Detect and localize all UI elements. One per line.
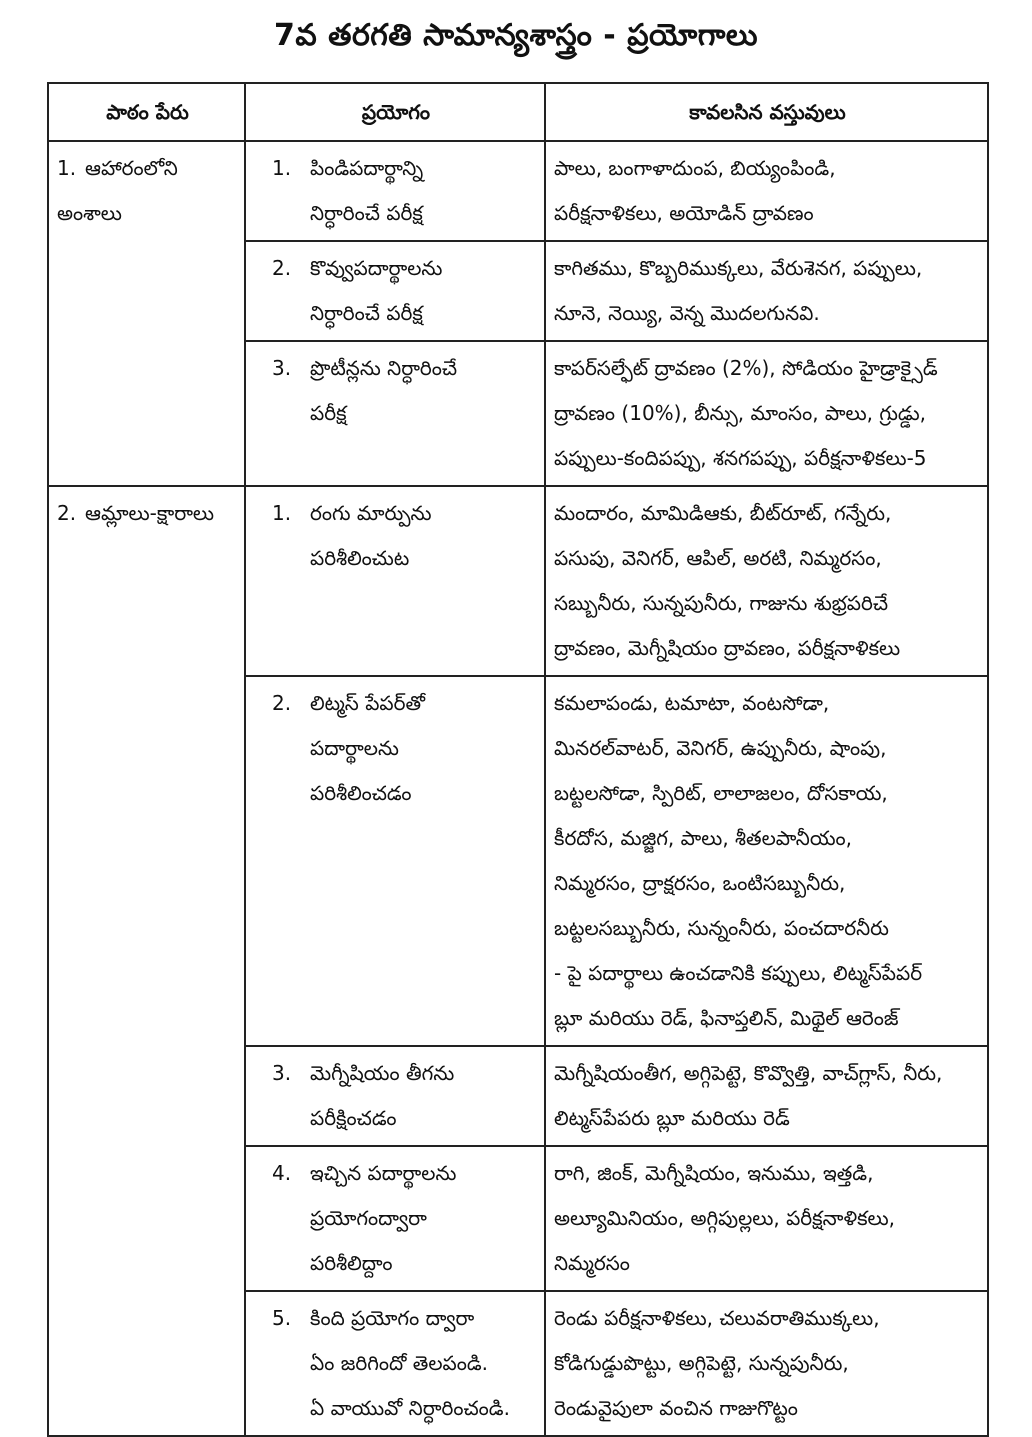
experiment-cell xyxy=(245,486,545,676)
materials-line: కీరదోస, మజ్జిగ, పాలు, శీతలపానీయం, xyxy=(554,826,853,850)
experiment-text: నిర్ధారించే పరీక్ష xyxy=(310,301,423,325)
experiment-line xyxy=(254,1196,538,1241)
experiment-line xyxy=(254,1241,538,1286)
materials-cell xyxy=(545,1046,988,1146)
header-lesson-name: పాఠం పేరు xyxy=(48,83,245,141)
experiment-number: 1. xyxy=(272,156,292,180)
experiment-cell xyxy=(245,1046,545,1146)
experiment-number: 3. xyxy=(272,356,292,380)
experiment-number: 5. xyxy=(272,1306,292,1330)
experiment-line xyxy=(254,726,538,771)
experiment-number: 2. xyxy=(272,691,292,715)
lesson-number: 1. xyxy=(57,156,77,180)
materials-line: మందారం, మామిడిఆకు, బీట్‌రూట్, గన్నేరు, xyxy=(554,501,892,525)
experiment-text: నిర్ధారించే పరీక్ష xyxy=(310,201,423,225)
lesson-name-line xyxy=(57,146,238,191)
experiment-text: ఏ వాయువో నిర్ధారించండి. xyxy=(310,1396,510,1420)
experiments-table xyxy=(47,82,989,1437)
experiment-text: పరిశీలించడం xyxy=(310,781,412,805)
experiment-cell xyxy=(245,341,545,486)
materials-line: రెండు పరీక్షనాళికలు, చలువరాతిముక్కలు, xyxy=(554,1306,880,1330)
materials-line: ద్రావణం, మెగ్నీషియం ద్రావణం, పరీక్షనాళికలు xyxy=(554,636,901,660)
experiment-cell xyxy=(245,1146,545,1291)
table-header-row xyxy=(48,83,988,141)
materials-line: కాగితము, కొబ్బరిముక్కలు, వేరుశెనగ, పప్పులు, xyxy=(554,256,923,280)
experiment-text: పరీక్ష xyxy=(310,401,347,425)
experiment-number: 2. xyxy=(272,256,292,280)
experiment-line xyxy=(254,1341,538,1386)
materials-cell xyxy=(545,341,988,486)
lesson-name-text: అంశాలు xyxy=(57,201,122,225)
materials-line: లిట్మస్‌పేపరు బ్లూ మరియు రెడ్ xyxy=(554,1106,790,1130)
materials-line: పాలు, బంగాళాదుంప, బియ్యంపిండి, xyxy=(554,156,836,180)
materials-line: అల్యూమినియం, అగ్గిపుల్లలు, పరీక్షనాళికలు, xyxy=(554,1206,896,1230)
experiment-line xyxy=(254,291,538,336)
experiment-line xyxy=(254,146,538,191)
table-body xyxy=(48,141,988,1436)
materials-line: బట్టలసోడా, స్పిరిట్, లాలాజలం, దోసకాయ, xyxy=(554,781,888,805)
lesson-name-line xyxy=(57,191,238,236)
materials-line: రెండువైపులా వంచిన గాజుగొట్టం xyxy=(554,1396,798,1420)
experiment-number: 3. xyxy=(272,1061,292,1085)
lesson-cell xyxy=(48,141,245,486)
lesson-name-line xyxy=(57,491,238,536)
materials-line: కమలాపండు, టమాటా, వంటసోడా, xyxy=(554,691,830,715)
materials-line: మినరల్‌వాటర్, వెనిగర్, ఉప్పునీరు, షాంపు, xyxy=(554,736,887,760)
materials-line: నిమ్మరసం xyxy=(554,1251,630,1275)
experiment-line xyxy=(254,1096,538,1141)
experiment-line xyxy=(254,491,538,536)
experiment-text: పిండిపదార్థాన్ని xyxy=(310,156,424,180)
materials-line: ద్రావణం (10%), బీన్సు, మాంసం, పాలు, గ్రుడ్డు, xyxy=(554,401,927,425)
experiment-text: పరిశీలించుట xyxy=(310,546,410,570)
experiment-line xyxy=(254,681,538,726)
materials-line: పప్పులు-కందిపప్పు, శనగపప్పు, పరీక్షనాళికలు-5 xyxy=(554,446,927,470)
materials-line: కాపర్‌సల్ఫేట్ ద్రావణం (2%), సోడియం హైడ్రాక్సైడ్ xyxy=(554,356,938,380)
experiment-cell xyxy=(245,241,545,341)
materials-cell xyxy=(545,676,988,1046)
experiment-cell xyxy=(245,676,545,1046)
experiment-text: ప్రొటీన్లను నిర్ధారించే xyxy=(310,356,458,380)
experiment-text: లిట్మస్ పేపర్‌తో xyxy=(310,691,426,715)
experiment-line xyxy=(254,191,538,236)
experiment-text: కింది ప్రయోగం ద్వారా xyxy=(310,1306,475,1330)
materials-cell xyxy=(545,241,988,341)
materials-line: బ్లూ మరియు రెడ్, ఫినాప్తలిన్, మిథైల్ ఆరెంజ్ xyxy=(554,1006,899,1030)
materials-cell xyxy=(545,486,988,676)
materials-line: మెగ్నీషియంతీగ, అగ్గిపెట్టె, కొవ్వొత్తి, వాచ్‌గ్లాస్, నీరు, xyxy=(554,1061,943,1085)
experiment-text: పదార్థాలను xyxy=(310,736,399,760)
experiment-text: రంగు మార్పును xyxy=(310,501,432,525)
experiment-cell xyxy=(245,141,545,241)
materials-line: బట్టలసబ్బునీరు, సున్నంనీరు, పంచదారనీరు xyxy=(554,916,889,940)
experiment-text: పరీక్షించడం xyxy=(310,1106,397,1130)
page-title: 7వ తరగతి సామాన్యశాస్త్రం - ప్రయోగాలు xyxy=(273,18,759,53)
materials-line: నూనె, నెయ్యి, వెన్న మొదలగునవి. xyxy=(554,301,820,325)
materials-line: పసుపు, వెనిగర్, ఆపిల్, అరటి, నిమ్మరసం, xyxy=(554,546,882,570)
experiment-text: కొవ్వుపదార్థాలను xyxy=(310,256,443,280)
experiment-text: పరిశీలిద్దాం xyxy=(310,1251,393,1275)
lesson-name-text: ఆహారంలోని xyxy=(85,156,178,180)
experiment-line xyxy=(254,1386,538,1431)
experiment-cell xyxy=(245,1291,545,1436)
table-row xyxy=(48,486,988,676)
experiment-line xyxy=(254,346,538,391)
materials-cell xyxy=(545,1146,988,1291)
materials-cell xyxy=(545,1291,988,1436)
experiment-number: 4. xyxy=(272,1161,292,1185)
experiment-line xyxy=(254,391,538,436)
experiment-line xyxy=(254,536,538,581)
lesson-name-text: ఆమ్లాలు-క్షారాలు xyxy=(85,501,215,525)
experiment-text: ఏం జరిగిందో తెలపండి. xyxy=(310,1351,489,1375)
materials-line: కోడిగుడ్డుపొట్టు, అగ్గిపెట్టె, సున్నపునీరు, xyxy=(554,1351,849,1375)
experiment-text: ఇచ్చిన పదార్థాలను xyxy=(310,1161,457,1185)
header-experiment: ప్రయోగం xyxy=(245,83,545,141)
lesson-number: 2. xyxy=(57,501,77,525)
materials-line: పరీక్షనాళికలు, అయోడిన్ ద్రావణం xyxy=(554,201,814,225)
materials-line: - పై పదార్థాలు ఉంచడానికి కప్పులు, లిట్మస్‌పేపర్ xyxy=(554,961,923,985)
table-row xyxy=(48,141,988,241)
header-materials: కావలసిన వస్తువులు xyxy=(545,83,988,141)
experiment-line xyxy=(254,1051,538,1096)
materials-line: నిమ్మరసం, ద్రాక్షరసం, ఒంటిసబ్బునీరు, xyxy=(554,871,846,895)
materials-line: రాగి, జింక్, మెగ్నీషియం, ఇనుము, ఇత్తడి, xyxy=(554,1161,874,1185)
experiment-number: 1. xyxy=(272,501,292,525)
experiment-text: ప్రయోగంద్వారా xyxy=(310,1206,427,1230)
experiment-line xyxy=(254,246,538,291)
experiment-line xyxy=(254,1296,538,1341)
experiment-line xyxy=(254,1151,538,1196)
experiment-text: మెగ్నీషియం తీగను xyxy=(310,1061,455,1085)
materials-cell xyxy=(545,141,988,241)
lesson-cell xyxy=(48,486,245,1436)
experiment-line xyxy=(254,771,538,816)
materials-line: సబ్బునీరు, సున్నపునీరు, గాజును శుభ్రపరిచే xyxy=(554,591,889,615)
